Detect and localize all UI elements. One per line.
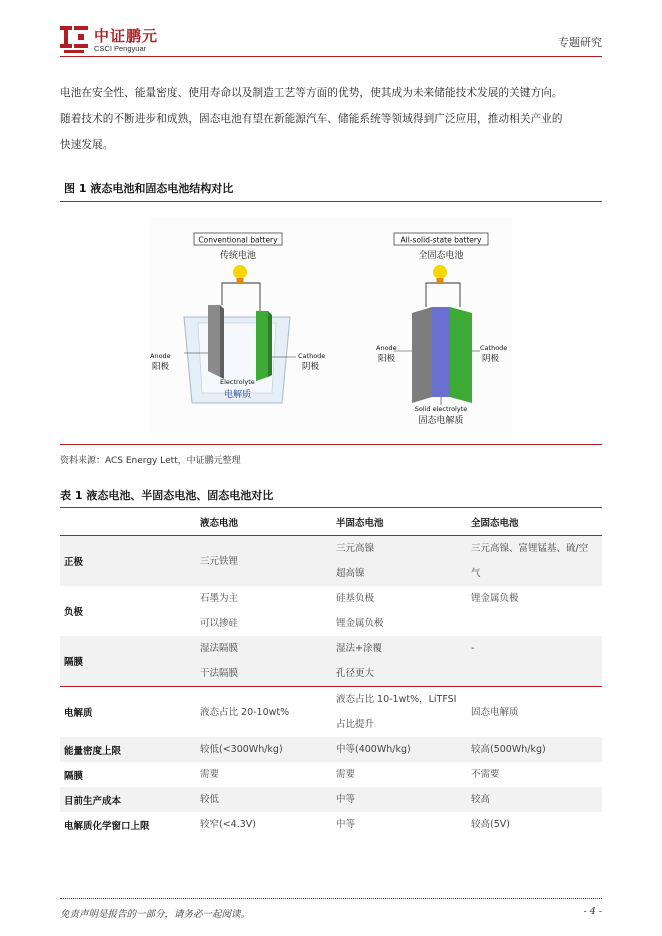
- row-label: 电解质化学窗口上限: [64, 820, 150, 832]
- section-label: 专题研究: [558, 36, 602, 49]
- table-cell: 液态占比 10-1wt%，LiTFSI: [336, 694, 457, 705]
- row-label: 负极: [64, 607, 84, 618]
- body-paragraph-1: 电池在安全性、能量密度、使用寿命以及制造工艺等方面的优势，使其成为未来储能技术发展的关键方向。: [60, 87, 563, 99]
- figure-title: 图 1 液态电池和固态电池结构对比: [64, 182, 234, 195]
- battery-diagram: [150, 217, 512, 433]
- anode-label-en-left: Anode: [150, 352, 171, 360]
- table-cell: 干法隔膜: [200, 668, 239, 679]
- solid-electrolyte-label-en: Solid electrolyte: [414, 405, 468, 413]
- cathode-label-en-left: Cathode: [298, 352, 326, 360]
- table-cell: 湿法隔膜: [200, 643, 239, 654]
- footer-divider: [60, 898, 602, 899]
- conventional-battery-cn: 传统电池: [219, 251, 257, 261]
- table-row: [60, 737, 602, 762]
- table-header-semi-solid: 半固态电池: [336, 508, 471, 536]
- brand-logo-icon: [60, 24, 90, 54]
- table-cell: 石墨为主: [200, 593, 239, 604]
- anode-label-cn-left: 阳极: [152, 362, 170, 372]
- cathode-label-cn-right: 阴极: [482, 354, 500, 364]
- table-cell: 硅基负极: [336, 593, 375, 604]
- table-cell: 三元高镍、富锂锰基、硫/空: [471, 543, 589, 554]
- table-cell: 三元高镍: [336, 543, 375, 554]
- table-cell: 较高(5V): [471, 819, 510, 830]
- solid-cathode-layer: [450, 307, 472, 403]
- cathode-label-en-right: Cathode: [480, 344, 508, 352]
- solid-state-battery-en: All-solid-state battery: [400, 235, 482, 245]
- figure-bottom-rule: [60, 444, 602, 445]
- anode-label-en-right: Anode: [376, 344, 397, 352]
- table-cell: 中等: [336, 794, 356, 805]
- page-number: - 4 -: [583, 906, 602, 917]
- table-row: [60, 636, 602, 687]
- table-cell: 较窄(<4.3V): [200, 819, 256, 830]
- table-header-solid: 全固态电池: [471, 508, 602, 536]
- solid-electrolyte-layer: [432, 307, 450, 397]
- row-label: 隔膜: [60, 636, 200, 687]
- table-row: [60, 536, 602, 587]
- table-cell: 湿法+涂覆: [336, 643, 382, 654]
- table-cell: 需要: [336, 769, 356, 780]
- table-cell: 液态占比 20-10wt%: [200, 706, 290, 718]
- table-header-blank: [60, 508, 200, 536]
- table-cell: 中等(400Wh/kg): [336, 744, 411, 755]
- row-label: 能量密度上限: [60, 737, 200, 762]
- figure-source: 资料来源：ACS Energy Lett，中证鹏元整理: [60, 456, 241, 466]
- table-cell: 孔径更大: [336, 668, 375, 679]
- cathode-plate: [256, 311, 268, 381]
- electrolyte-label-cn: 电解质: [224, 390, 252, 400]
- battery-structure-figure: [150, 217, 512, 433]
- table-cell: 超高镍: [336, 568, 365, 579]
- table-header-liquid: 液态电池: [200, 508, 336, 536]
- figure-top-rule: [60, 201, 602, 202]
- battery-comparison-table: [60, 507, 602, 837]
- table-cell: 中等: [336, 819, 356, 830]
- anode-label-cn-right: 阳极: [378, 354, 396, 364]
- table-cell: 较高: [471, 794, 491, 805]
- page-header: [60, 24, 602, 56]
- table-row: [60, 812, 602, 837]
- table-row: [60, 586, 602, 636]
- table-cell: 不需要: [471, 769, 500, 780]
- table-cell: 固态电解质: [471, 706, 519, 718]
- solid-state-battery-cn: 全固态电池: [418, 251, 464, 261]
- brand-name-cn: 中证鹏元: [94, 27, 159, 45]
- anode-plate: [208, 305, 220, 377]
- electrolyte-label-en: Electrolyte: [220, 378, 255, 386]
- row-label: 正极: [60, 536, 200, 587]
- header-divider: [60, 56, 602, 57]
- table-cell: 锂金属负极: [471, 593, 519, 604]
- table-row: [60, 762, 602, 787]
- row-label: 目前生产成本: [60, 787, 200, 812]
- table-title: 表 1 液态电池、半固态电池、固态电池对比: [60, 489, 274, 502]
- table-cell: 较低: [200, 794, 220, 805]
- brand-name-en: CSCI Pengyuar: [94, 44, 147, 53]
- table-cell: 锂金属负极: [336, 618, 384, 629]
- solid-electrolyte-label-cn: 固态电解质: [418, 416, 464, 426]
- body-paragraph-2-line-1: 随着技术的不断进步和成熟，固态电池有望在新能源汽车、储能系统等领域得到广泛应用，推动相关产业的: [60, 113, 563, 125]
- cathode-label-cn-left: 阴极: [302, 362, 320, 372]
- solid-anode-layer: [412, 307, 432, 403]
- body-paragraph-2-line-2: 快速发展。: [60, 139, 114, 151]
- footer-disclaimer: 免责声明是报告的一部分，请务必一起阅读。: [60, 909, 251, 920]
- table-cell: 占比提升: [336, 719, 375, 730]
- table-row: [60, 787, 602, 812]
- table-row: [60, 687, 602, 738]
- row-label: 电解质: [60, 687, 200, 738]
- conventional-battery-en: Conventional battery: [198, 235, 278, 245]
- table-cell: -: [471, 643, 475, 654]
- table-cell: 较低(<300Wh/kg): [200, 744, 283, 755]
- row-label: 隔膜: [64, 770, 84, 782]
- table-cell: 可以掺硅: [200, 618, 239, 629]
- table-header-row: [60, 508, 602, 536]
- table-cell: 气: [471, 568, 481, 579]
- table-cell: 需要: [200, 769, 220, 780]
- table-cell: 三元铁锂: [200, 555, 239, 567]
- table-cell: 较高(500Wh/kg): [471, 744, 546, 755]
